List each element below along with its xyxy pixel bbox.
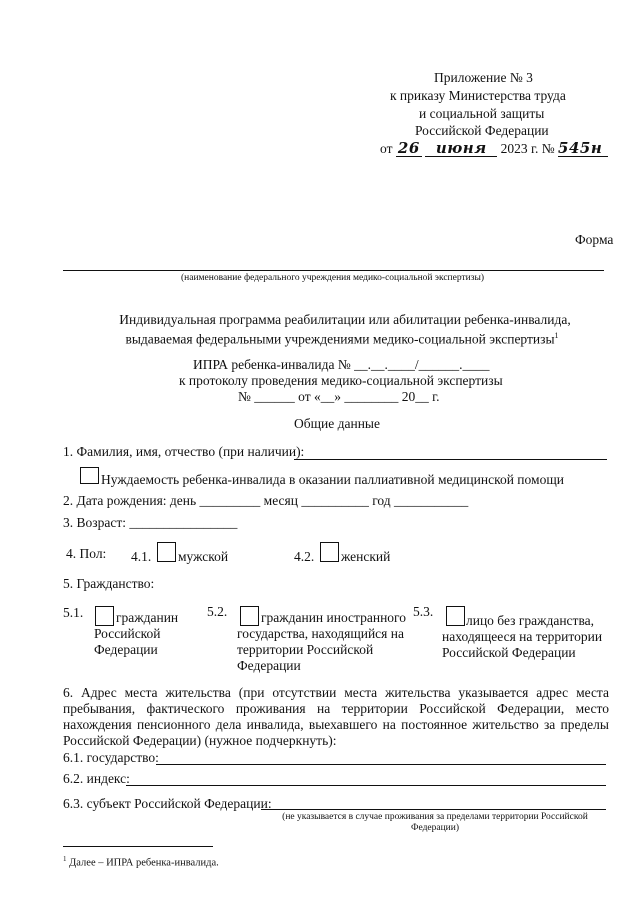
state-label: 6.1. государство: [63, 750, 159, 765]
index-label: 6.2. индекс: [63, 771, 130, 786]
citizenship-3-label: лицо без гражданства, находящееся на территории Российской Федерации [442, 613, 603, 660]
title-line-2 [0, 328, 640, 348]
fio-label: 1. Фамилия, имя, отчество (при наличии): [63, 444, 305, 459]
date-month: июня [425, 140, 497, 157]
footnote-text: Далее – ИПРА ребенка-инвалида. [69, 857, 219, 869]
ipra-protocol: к протоколу проведения медико-социальной экспертизы [179, 373, 503, 388]
sex-label: 4. Пол: [66, 546, 107, 561]
sex-female-checkbox[interactable] [320, 542, 339, 562]
order-date-line [380, 140, 608, 157]
footnote [63, 853, 219, 870]
sex-male-label: мужской [178, 549, 229, 564]
subject-caption: (не указывается в случае проживания за пределами территории Российской Федерации) [282, 812, 588, 833]
footnote-mark: 1 [63, 855, 67, 863]
ipra-number: ИПРА ребенка-инвалида № __.__.____/______.____ [193, 357, 490, 372]
citizenship-3-num: 5.3. [413, 604, 434, 619]
birth-date-label: 2. Дата рождения: день _________ месяц __________ год ___________ [63, 493, 469, 508]
palliative-checkbox[interactable] [80, 467, 99, 484]
header-line-2: к приказу Министерства труда [390, 88, 566, 103]
title-footnote-mark: 1 [554, 331, 559, 340]
citizenship-2-num: 5.2. [207, 604, 228, 619]
form-label: Форма [575, 232, 614, 247]
date-year: 2023 г. № [500, 141, 555, 156]
footnote-divider [63, 846, 213, 847]
sex-female-num: 4.2. [294, 549, 315, 564]
sex-male-checkbox[interactable] [157, 542, 176, 562]
date-prefix: от [380, 141, 393, 156]
header-line-1: Приложение № 3 [434, 70, 533, 85]
citizenship-1-label: гражданин Российской Федерации [94, 610, 179, 657]
citizenship-1-num: 5.1. [63, 605, 84, 620]
institution-line [63, 270, 604, 271]
institution-caption: (наименование федерального учреждения медико-социальной экспертизы) [181, 273, 485, 283]
subject-label: 6.3. субъект Российской Федерации: [63, 796, 272, 811]
age-label: 3. Возраст: ________________ [63, 515, 238, 530]
palliative-label: Нуждаемость ребенка-инвалида в оказании паллиативной медицинской помощи [101, 472, 564, 487]
ipra-protocol-number: № ______ от «__» ________ 20__ г. [238, 389, 440, 404]
header-line-3: и социальной защиты [419, 106, 545, 121]
subject-line[interactable] [261, 809, 606, 810]
index-line[interactable] [126, 785, 606, 786]
fio-line[interactable] [294, 459, 607, 460]
section-title: Общие данные [294, 416, 380, 431]
order-number: 545н [558, 140, 608, 157]
sex-male-num: 4.1. [131, 549, 152, 564]
state-line[interactable] [156, 764, 606, 765]
sex-female-label: женский [341, 549, 391, 564]
date-day: 26 [396, 140, 422, 157]
address-paragraph: 6. Адрес места жительства (при отсутствии места жительства указывается адрес места пребывания, фактического проживания на территории Российской Федерации, место нахождения пенсионного дела инвалида, выехавшего на постоянное жительство за пределы Российской Федерации) (нужное подчеркнуть): [63, 685, 609, 748]
title-line-2-text: выдаваемая федеральными учреждениями медико-социальной экспертизы [125, 331, 555, 347]
title-line-1: Индивидуальная программа реабилитации или абилитации ребенка-инвалида, [119, 312, 571, 327]
citizenship-2-label: гражданин иностранного государства, находящийся на территории Российской Федерации [237, 610, 406, 673]
citizenship-label: 5. Гражданство: [63, 576, 155, 591]
header-line-4: Российской Федерации [415, 123, 549, 138]
